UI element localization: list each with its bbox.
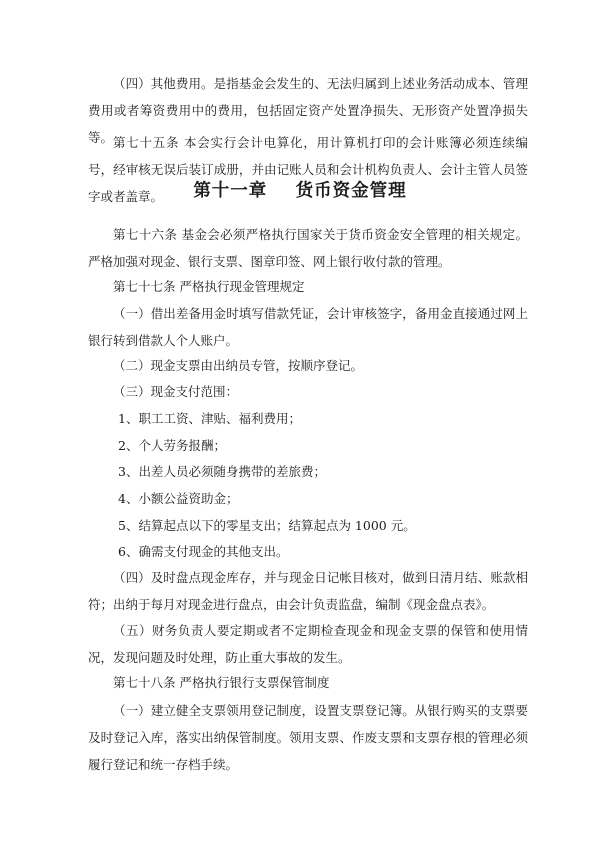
list-item: 5、结算起点以下的零星支出；结算起点为 1000 元。 xyxy=(118,518,416,533)
list-item: 3、出差人员必须随身携带的差旅费； xyxy=(118,464,326,479)
paragraph-article-77-item-3: （三）现金支付范围： xyxy=(113,384,239,399)
article-78-heading: 第七十八条 严格执行银行支票保管制度 xyxy=(113,675,330,690)
paragraph-article-76: 第七十六条 基金会必须严格执行国家关于货币资金安全管理的相关规定。严格加强对现金、银行支票、图章印签、网上银行收付款的管理。 xyxy=(88,227,528,269)
list-item: 2、个人劳务报酬； xyxy=(118,438,226,453)
chapter-title: 第十一章 货币资金管理 xyxy=(193,181,407,201)
paragraph-article-77-item-2: （二）现金支票由出纳员专管，按顺序登记。 xyxy=(113,358,364,373)
paragraph-article-77-item-5: （五）财务负责人要定期或者不定期检查现金和现金支票的保管和使用情况，发现问题及时处理，防止重大事故的发生。 xyxy=(88,623,528,665)
paragraph-other-expenses: （四）其他费用。是指基金会发生的、无法归属到上述业务活动成本、管理费用或者筹资费用中的费用，包括固定资产处置净损失、无形资产处置净损失等。 xyxy=(88,76,528,145)
paragraph-article-75: 第七十五条 本会实行会计电算化，用计算机打印的会计账簿必须连续编号，经审核无误后装订成册，并由记账人员和会计机构负责人、会计主管人员签字或者盖章。 xyxy=(88,135,528,204)
paragraph-article-77-item-1: （一）借出差备用金时填写借款凭证，会计审核签字，备用金直接通过网上银行转到借款人个人账户。 xyxy=(88,306,528,348)
list-item: 1、职工工资、津贴、福利费用； xyxy=(118,411,301,426)
list-item: 4、小额公益资助金； xyxy=(118,491,239,506)
list-item: 6、确需支付现金的其他支出。 xyxy=(118,544,289,559)
paragraph-article-78-item-1: （一）建立健全支票领用登记制度，设置支票登记簿。从银行购买的支票要及时登记入库，落实出纳保管制度。领用支票、作废支票和支票存根的管理必须履行登记和统一存档手续。 xyxy=(88,703,528,772)
paragraph-article-77-item-4: （四）及时盘点现金库存，并与现金日记帐目核对，做到日清月结、账款相符；出纳于每月对现金进行盘点，由会计负责监盘，编制《现金盘点表》。 xyxy=(88,570,528,612)
article-77-heading: 第七十七条 严格执行现金管理规定 xyxy=(113,279,305,294)
